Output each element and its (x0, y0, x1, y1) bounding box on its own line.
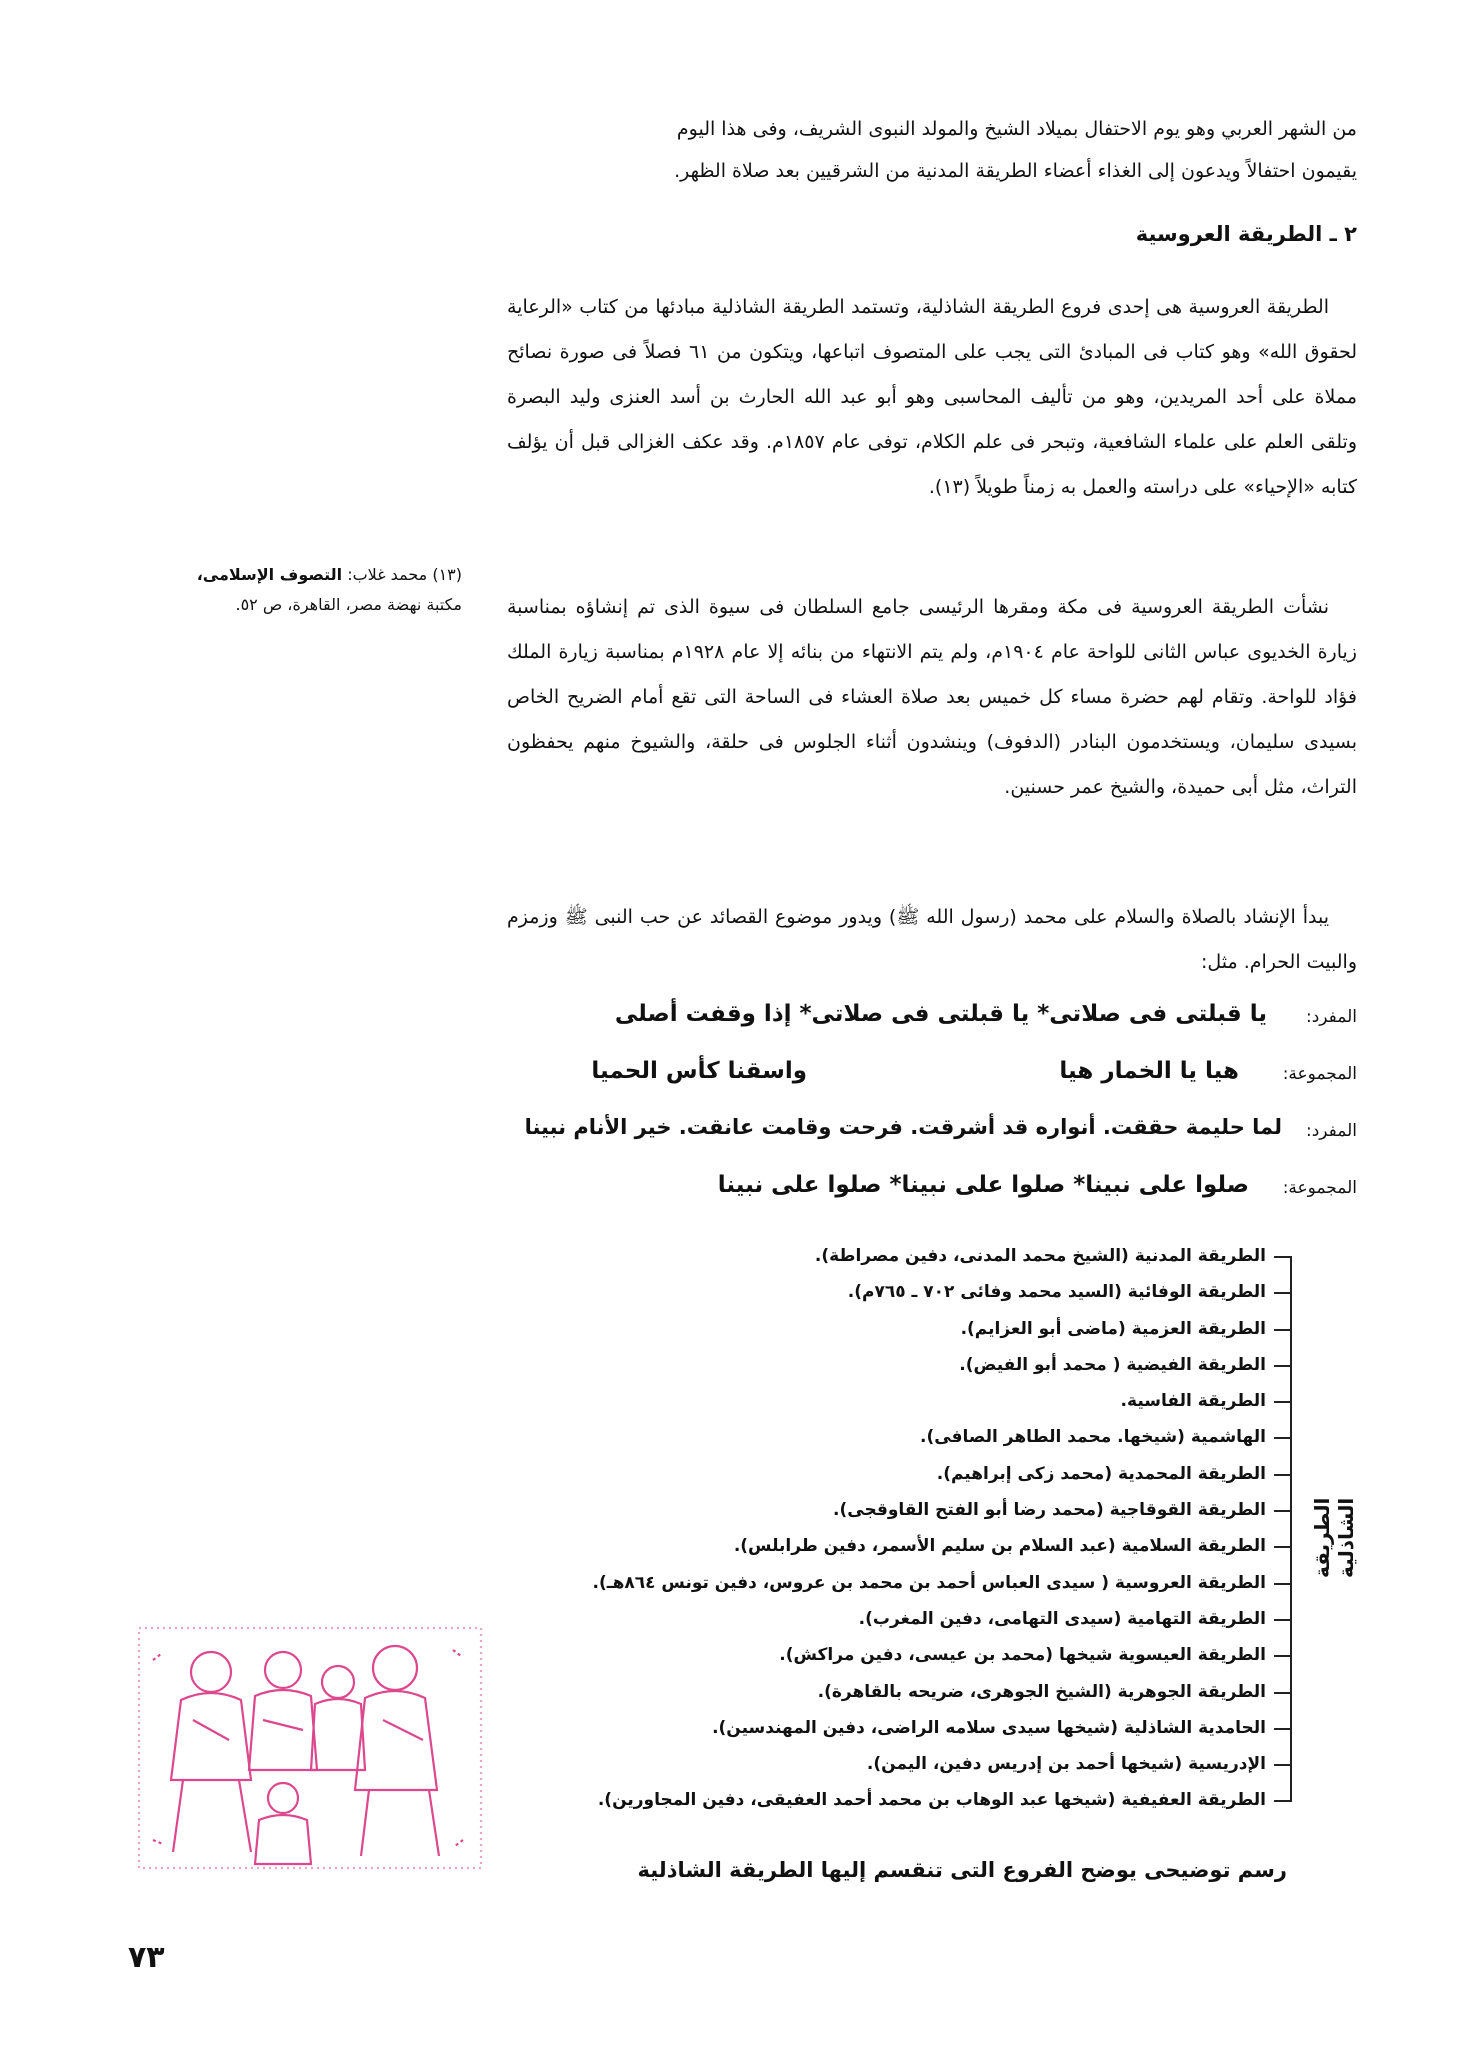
branch-item: الطريقة الجوهرية (الشيخ الجوهرى، ضريحه بالقاهرة). (502, 1674, 1292, 1710)
branch-item: الحامدية الشاذلية (شيخها سيدى سلامه الراضى، دفين المهندسين). (502, 1710, 1292, 1746)
branch-list (502, 1238, 1292, 1819)
poem-verse: يا قبلتى فى صلاتى* يا قبلتى فى صلاتى* إذا وقفت أصلى (614, 1001, 1267, 1027)
diagram-root-label: الطريقة الشاذلية (1310, 1497, 1358, 1579)
poem-speaker-label: المفرد: (1305, 1007, 1357, 1027)
poem-verse: لما حليمة حققت. أنواره قد أشرقت. فرحت وقامت عانقت. خير الأنام نبينا (524, 1115, 1282, 1139)
poem-speaker-label: المجموعة: (1282, 1178, 1357, 1198)
branch-item: الهاشمية (شيخها. محمد الطاهر الصافى). (502, 1419, 1292, 1455)
branch-item: الطريقة العيسوية شيخها (محمد بن عيسى، دفين مراكش). (502, 1637, 1292, 1673)
poem-speaker-label: المفرد: (1305, 1121, 1357, 1141)
branch-item: الطريقة التهامية (سيدى التهامى، دفين المغرب). (502, 1601, 1292, 1637)
poem-speaker-label: المجموعة: (1282, 1064, 1357, 1084)
poem-block (507, 995, 1357, 1223)
branches-diagram (492, 1238, 1372, 1828)
branch-item: الطريقة الفيضية ( محمد أبو الفيض). (502, 1347, 1292, 1383)
poem-line (507, 1109, 1357, 1166)
branch-item: الطريقة الوفائية (السيد محمد وفائى ٧٠٢ ـ ٧٦٥م). (502, 1274, 1292, 1310)
branch-item: الطريقة المدنية (الشيخ محمد المدنى، دفين مصراطة). (502, 1238, 1292, 1274)
paragraph-chanting: يبدأ الإنشاد بالصلاة والسلام على محمد (رسول الله ﷺ) ويدور موضوع القصائد عن حب النبى ﷺ وزمزم والبيت الحرام. مثل: (507, 906, 1357, 973)
branch-item: الطريقة العروسية ( سيدى العباس أحمد بن محمد بن عروس، دفين تونس ٨٦٤هـ). (502, 1565, 1292, 1601)
poem-line (507, 1052, 1357, 1109)
section-heading: ٢ ـ الطريقة العروسية (1135, 222, 1357, 246)
footnote (102, 560, 462, 620)
poem-verse: هيا يا الخمار هيا (1059, 1058, 1239, 1084)
poem-verse-second-half: واسقنا كأس الحميا (591, 1058, 807, 1084)
poem-verse: صلوا على نبينا* صلوا على نبينا* صلوا على نبينا (717, 1172, 1249, 1198)
intro-paragraph (507, 108, 1357, 192)
paragraph-history: نشأت الطريقة العروسية فى مكة ومقرها الرئيسى جامع السلطان فى سيوة الذى تم إنشاؤه بمناسبة زيارة الخديوى عباس الثانى للواحة عام ١٩٠٤م، ولم يتم الانتهاء من بنائه إلا عام ١٩٢٨م بمناسبة زيارة الملك فؤاد للواحة. وتقام لهم حضرة مساء كل خميس بعد صلاة العشاء فى الساحة التى تقع أمام الضريح الخاص بسيدى سليمان، ويستخدمون البنادر (الدفوف) وينشدون أثناء الجلوس فى حلقة، والشيوخ منهم يحفظون التراث، مثل أبى حميدة، والشيخ عمر حسنين. (507, 596, 1357, 798)
footnote-publisher: مكتبة نهضة مصر، القاهرة، ص ٥٢. (235, 595, 462, 614)
branch-item: الطريقة السلامية (عبد السلام بن سليم الأسمر، دفين طرابلس). (502, 1528, 1292, 1564)
branch-item: الطريقة العفيفية (شيخها عبد الوهاب بن محمد أحمد العفيقى، دفين المجاورين). (502, 1782, 1292, 1818)
footnote-book-title: التصوف الإسلامى، (196, 565, 343, 584)
branch-item: الطريقة العزمية (ماضى أبو العزايم). (502, 1311, 1292, 1347)
poem-line (507, 995, 1357, 1052)
poem-line (507, 1166, 1357, 1223)
branch-item: الطريقة المحمدية (محمد زكى إبراهيم). (502, 1456, 1292, 1492)
footnote-prefix: (١٣) محمد غلاب: (342, 565, 462, 584)
page-number: ٧٣ (128, 1940, 165, 1975)
intro-line: يقيمون احتفالاً ويدعون إلى الغذاء أعضاء الطريقة المدنية من الشرقيين بعد صلاة الظهر. (674, 160, 1357, 182)
diagram-caption: رسم توضيحى يوضح الفروع التى تنقسم إليها الطريقة الشاذلية (637, 1858, 1287, 1882)
intro-line: من الشهر العربي وهو يوم الاحتفال بميلاد الشيخ والمولد النبوى الشريف، وفى هذا اليوم (676, 118, 1357, 140)
branch-item: الطريقة الفاسية. (502, 1383, 1292, 1419)
family-photo-illustration (133, 1620, 488, 1875)
branch-item: الطريقة القوقاجية (محمد رضا أبو الفتح القاوقجى). (502, 1492, 1292, 1528)
paragraph-origins: الطريقة العروسية هى إحدى فروع الطريقة الشاذلية، وتستمد الطريقة الشاذلية مبادئها من كتاب «الرعاية لحقوق الله» وهو كتاب فى المبادئ التى يجب على المتصوف اتباعها، ويتكون من ٦١ فصلاً فى صورة نصائح مملاة على أحد المريدين، وهو من تأليف المحاسبى وهو أبو عبد الله الحارث بن أسد العنزى وليد البصرة وتلقى العلم على علماء الشافعية، وتبحر فى علم الكلام، توفى عام ١٨٥٧م. وقد عكف الغزالى قبل أن يؤلف كتابه «الإحياء» على دراسته والعمل به زمناً طويلاً (١٣). (507, 296, 1357, 498)
branch-item: الإدريسية (شيخها أحمد بن إدريس دفين، اليمن). (502, 1746, 1292, 1782)
